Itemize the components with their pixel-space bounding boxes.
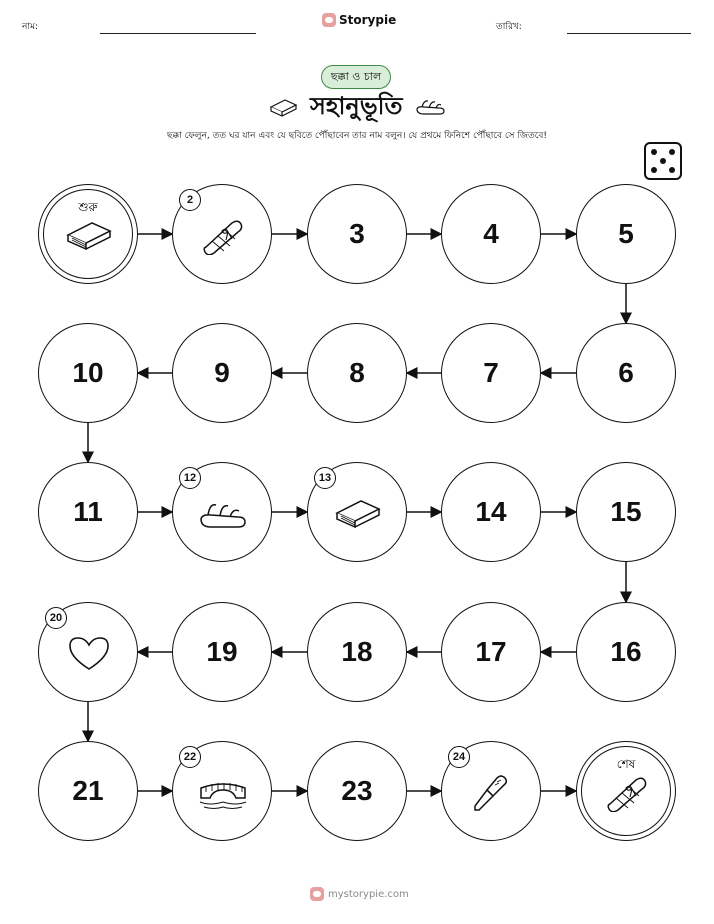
board-space-6[interactable]: [576, 323, 676, 423]
board-space-16[interactable]: [576, 602, 676, 702]
board-space-14[interactable]: [441, 462, 541, 562]
page-title: সহানুভূতি: [310, 92, 403, 120]
space-number: 14: [475, 496, 507, 527]
space-number: 23: [341, 775, 373, 806]
space-number: 17: [475, 636, 507, 667]
space-number-badge: 13: [314, 467, 336, 489]
board-space-19[interactable]: [172, 602, 272, 702]
board-space-13[interactable]: [307, 462, 407, 562]
board-space-5[interactable]: [576, 184, 676, 284]
board-space-17[interactable]: [441, 602, 541, 702]
footer: [310, 887, 409, 901]
board-space-11[interactable]: [38, 462, 138, 562]
finish-space[interactable]: [576, 741, 676, 841]
space-number: 5: [618, 218, 634, 249]
footer-site[interactable]: mystorypie.com: [328, 888, 409, 900]
space-number: 19: [206, 636, 238, 667]
board-space-20[interactable]: [38, 602, 138, 702]
space-number-badge: 12: [179, 467, 201, 489]
space-number: 18: [341, 636, 373, 667]
board-space-15[interactable]: [576, 462, 676, 562]
board-space-24[interactable]: [441, 741, 541, 841]
board-space-7[interactable]: [441, 323, 541, 423]
board-space-4[interactable]: [441, 184, 541, 284]
space-number: 16: [610, 636, 642, 667]
date-label: তারিখ:: [496, 22, 522, 32]
instructions: ছক্কা ফেলুন, তত ঘর যান এবং যে ছবিতে পৌঁছাবেন তার নাম বলুন। যে প্রথমে ফিনিশে পৌঁছাবে সে জিতবে!: [167, 131, 547, 141]
start-space[interactable]: [38, 184, 138, 284]
space-number: 10: [72, 357, 104, 388]
board-space-23[interactable]: [307, 741, 407, 841]
board-space-8[interactable]: [307, 323, 407, 423]
space-number-badge: 20: [45, 607, 67, 629]
board-space-9[interactable]: [172, 323, 272, 423]
space-number: 7: [483, 357, 499, 388]
game-tag: ছক্কা ও চাল: [321, 65, 391, 89]
space-number: 4: [483, 218, 499, 249]
space-number: 3: [349, 218, 365, 249]
space-number: 8: [349, 357, 365, 388]
space-number: 9: [214, 357, 230, 388]
board-space-22[interactable]: [172, 741, 272, 841]
name-label: নাম:: [22, 22, 39, 32]
board-space-10[interactable]: [38, 323, 138, 423]
board-space-12[interactable]: [172, 462, 272, 562]
board-space-2[interactable]: [172, 184, 272, 284]
board-space-18[interactable]: [307, 602, 407, 702]
space-number: 21: [72, 775, 104, 806]
space-number-badge: 22: [179, 746, 201, 768]
space-number: 15: [610, 496, 642, 527]
board-space-21[interactable]: [38, 741, 138, 841]
space-number: 11: [73, 496, 103, 527]
space-number: 6: [618, 357, 634, 388]
space-number-badge: 2: [179, 189, 201, 211]
space-number-badge: 24: [448, 746, 470, 768]
brand-name: Storypie: [339, 13, 397, 27]
storypie-logo-icon: [310, 887, 324, 901]
board-space-3[interactable]: [307, 184, 407, 284]
start-label: শুরু: [78, 200, 98, 214]
finish-label: শেষ: [616, 757, 636, 771]
